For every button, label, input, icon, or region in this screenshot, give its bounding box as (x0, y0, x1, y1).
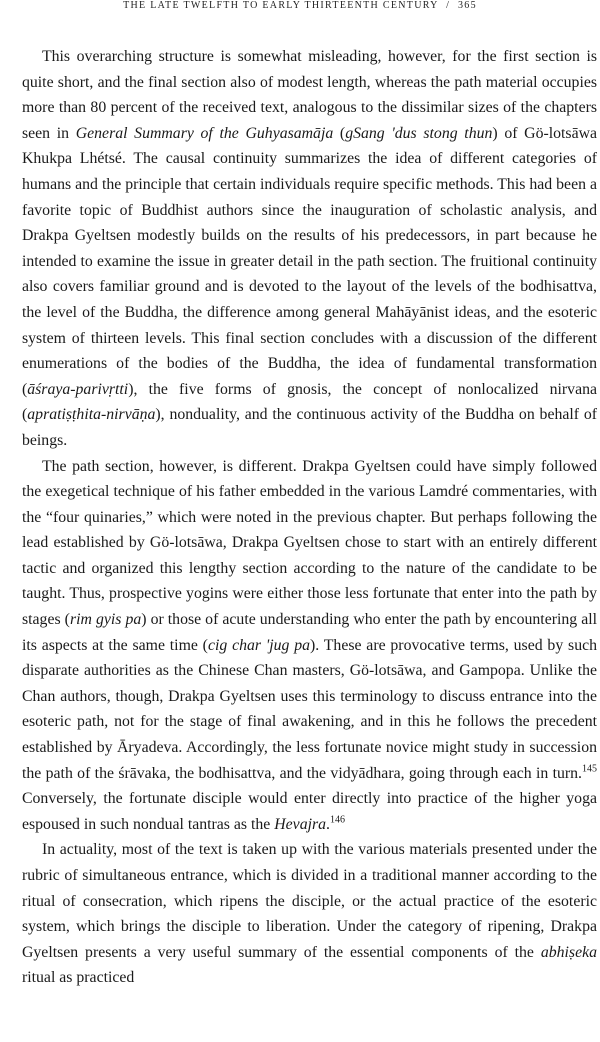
italic-term: gSang 'dus stong thun (345, 124, 493, 142)
italic-term: apratiṣṭhita-nirvāṇa (27, 406, 156, 424)
footnote-ref: 146 (329, 814, 345, 826)
footnote-ref: 145 (582, 763, 597, 775)
italic-term: Hevajra (274, 815, 327, 833)
paragraph (22, 837, 597, 991)
text-run: ), nonduality, and the continuous activity of the Buddha on behalf of beings. (22, 406, 597, 449)
running-title: THE LATE TWELFTH TO EARLY THIRTEENTH CENTURY (123, 0, 439, 11)
italic-term: General Summary of the Guhyasamāja (75, 124, 334, 142)
italic-term: abhiṣeka (540, 943, 597, 961)
text-run: ( (333, 124, 346, 142)
header-separator: / (446, 0, 451, 11)
text-run: ) or those of acute understanding who enter the path by encountering all its aspects at the same time ( (22, 611, 597, 654)
text-run: In actuality, most of the text is taken up with the various materials presented under the rubric of simultaneous entrance, which is divided in a traditional manner according to the ritual of consecration, which ripens the disciple, or the actual practice of the esoteric system, which brings the disciple to liberation. Under the category of ripening, Drakpa Gyeltsen presents a very useful summary of the essential components of the (22, 841, 597, 961)
italic-term: āśraya-parivṛtti (27, 380, 129, 398)
text-run: ), the five forms of gnosis, the concept of nonlocalized nirvana ( (22, 380, 597, 424)
running-header (0, 0, 600, 22)
text-run: This overarching structure is somewhat misleading, however, for the first section is quite short, and the final section also of modest length, whereas the path material occupies more than 80 percent of the received text, analogous to the dissimilar sizes of the chapters seen in (22, 48, 597, 142)
text-run: ). These are provocative terms, used by such disparate authorities as the Chinese Chan masters, Gö-lotsāwa, and Gampopa. Unlike the Chan authors, though, Drakpa Gyeltsen uses this terminology to discuss entrance into the esoteric path, not for the stage of final awakening, and in this he follows the precedent established by Āryadeva. Accordingly, the less fortunate novice might study in succession the path of the śrāvaka, the bodhisattva, and the vidyādhara, going through each in turn. (22, 636, 598, 782)
text-run: . (326, 815, 330, 833)
text-run: The path section, however, is different. Drakpa Gyeltsen could have simply followed the exegetical technique of his father embedded in the various Lamdré commentaries, with the “four quinaries,” which were noted in the previous chapter. But perhaps following the lead established by Gö-lotsāwa, Drakpa Gyeltsen chose to start with an entirely different tactic and organized this lengthy section according to the nature of the candidate to be taught. Thus, prospective yogins were either those less fortunate that enter into the path by stages ( (22, 457, 597, 629)
paragraph (22, 44, 597, 454)
text-run: ) of Gö-lotsāwa Khukpa Lhétsé. The causal continuity summarizes the idea of different categories of humans and the principle that certain individuals require specific methods. This had been a favorite topic of Buddhist authors since the inauguration of scholastic analysis, and Drakpa Gyeltsen modestly builds on the results of his predecessors, in part because he intended to examine the issue in greater detail in the path section. The fruitional continuity also covers familiar ground and is devoted to the layout of the levels of the bodhisattva, the level of the Buddha, the difference among general Mahāyānist ideas, and the esoteric system of thirteen levels. This final section concludes with a discussion of the different enumerations of the bodies of the Buddha, the idea of fundamental transformation ( (22, 124, 597, 398)
text-run: ritual as practiced (22, 969, 135, 987)
page-number: 365 (458, 0, 477, 11)
body-text (22, 44, 597, 991)
paragraph (22, 454, 597, 838)
italic-term: rim gyis pa (69, 611, 142, 629)
text-run: Conversely, the fortunate disciple would enter directly into practice of the higher yoga espoused in such nondual tantras as the (22, 790, 597, 833)
italic-term: cig char 'jug pa (207, 636, 311, 654)
